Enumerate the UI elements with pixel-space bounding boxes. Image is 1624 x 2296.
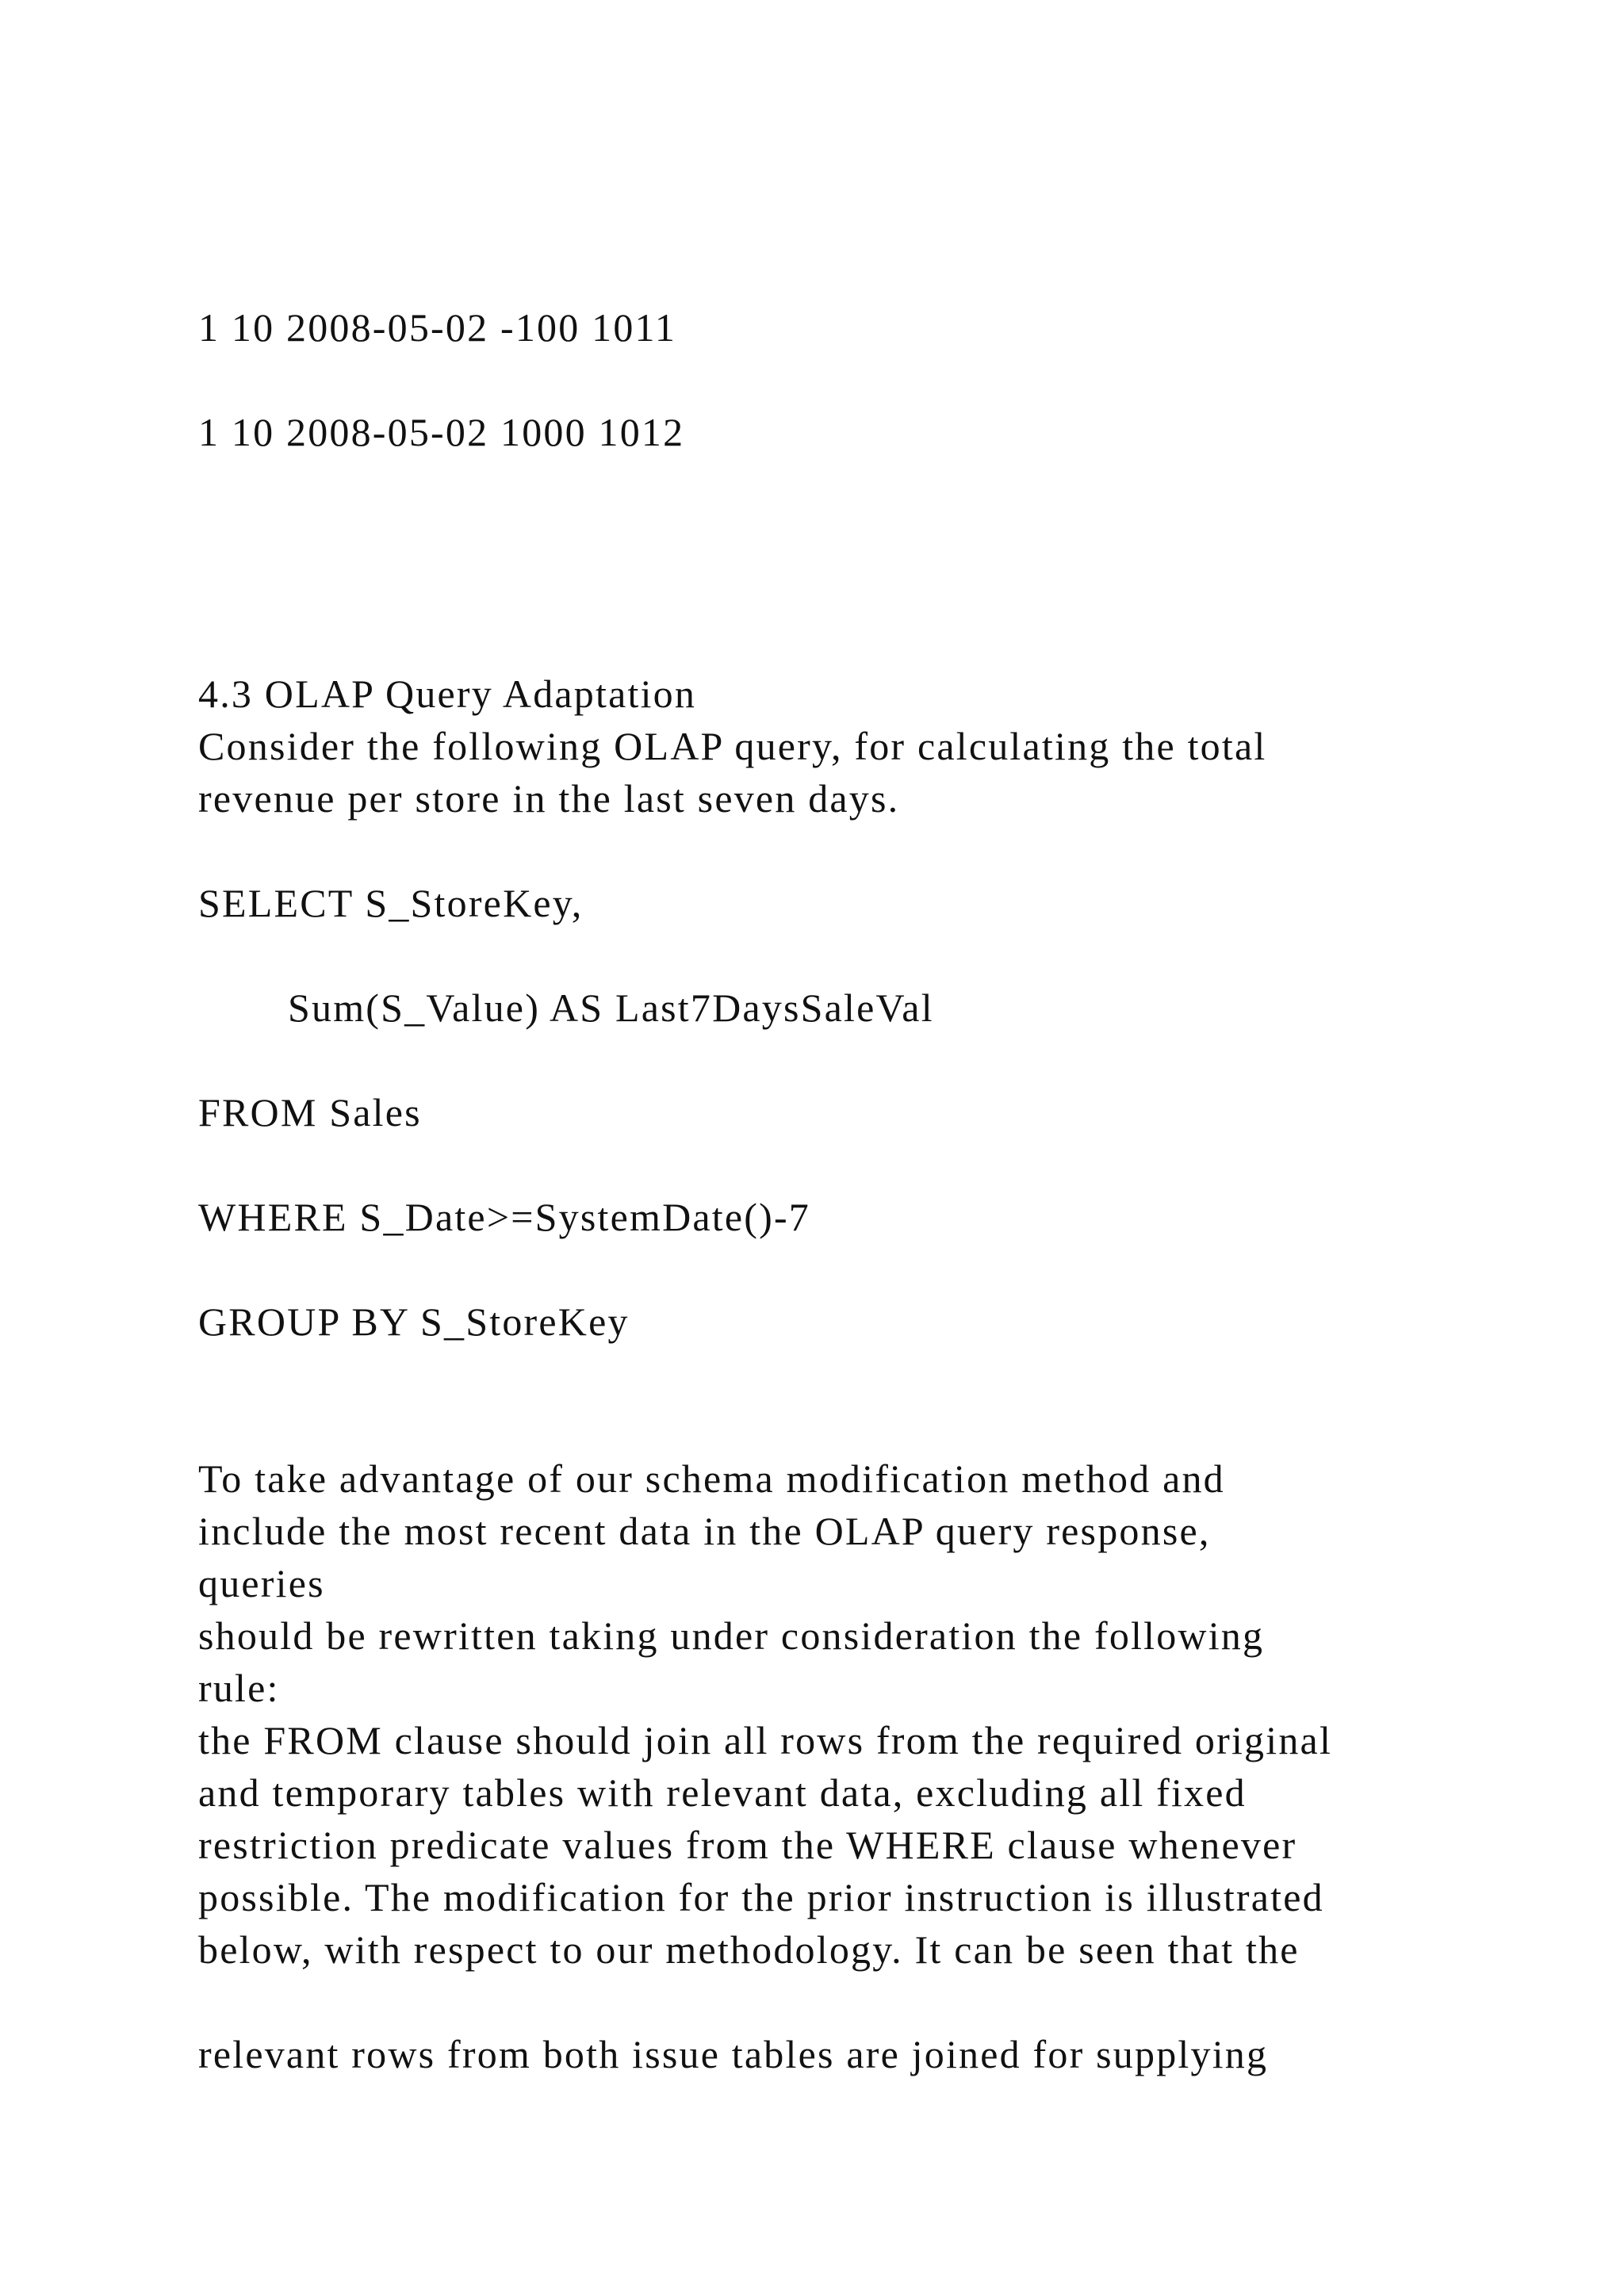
body-line: restriction predicate values from the WHERE clause whenever <box>198 1823 1297 1867</box>
query-line-sum: Sum(S_Value) AS Last7DaysSaleVal <box>288 985 934 1030</box>
query-line-select: SELECT S_StoreKey, <box>198 881 584 925</box>
intro-line: revenue per store in the last seven days. <box>198 776 900 821</box>
body-line: possible. The modification for the prior instruction is illustrated <box>198 1875 1324 1919</box>
body-line: below, with respect to our methodology. It can be seen that the <box>198 1927 1300 1972</box>
body-line: include the most recent data in the OLAP query response, <box>198 1509 1211 1553</box>
query-line-from: FROM Sales <box>198 1090 422 1135</box>
body-line: relevant rows from both issue tables are joined for supplying <box>198 2032 1269 2076</box>
body-line: queries <box>198 1561 325 1605</box>
body-line: rule: <box>198 1666 280 1710</box>
intro-line: Consider the following OLAP query, for calculating the total <box>198 724 1267 768</box>
data-row: 1 10 2008-05-02 1000 1012 <box>198 410 685 454</box>
body-line: and temporary tables with relevant data, excluding all fixed <box>198 1770 1247 1815</box>
data-row: 1 10 2008-05-02 -100 1011 <box>198 305 677 350</box>
body-line: To take advantage of our schema modification method and <box>198 1456 1225 1501</box>
body-line: the FROM clause should join all rows from the required original <box>198 1718 1333 1762</box>
section-heading: 4.3 OLAP Query Adaptation <box>198 672 697 716</box>
query-line-where: WHERE S_Date>=SystemDate()-7 <box>198 1195 811 1239</box>
query-line-group-by: GROUP BY S_StoreKey <box>198 1299 630 1344</box>
body-line: should be rewritten taking under consideration the following <box>198 1613 1265 1658</box>
